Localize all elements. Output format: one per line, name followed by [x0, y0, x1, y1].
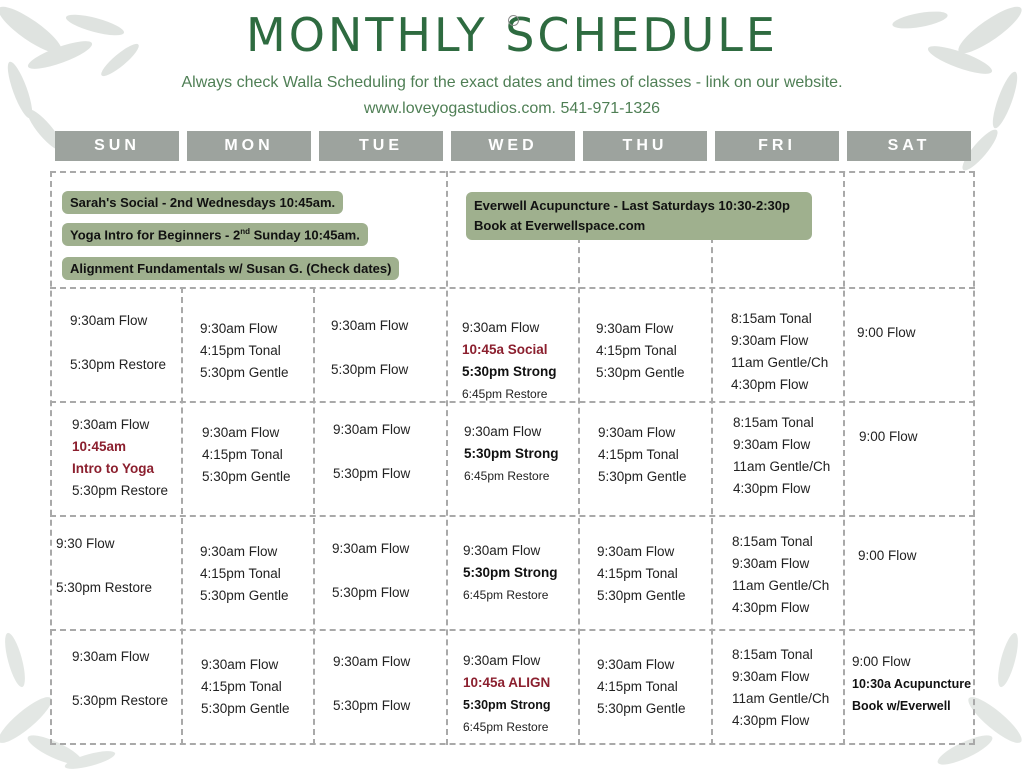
day-header-tue: TUE	[319, 131, 443, 161]
note-sarahs-social: Sarah's Social - 2nd Wednesdays 10:45am.	[62, 191, 343, 214]
week4-wed-cell: 9:30am Flow 10:45a ALIGN 5:30pm Strong 6:45pm Restore	[463, 653, 551, 734]
week2-sun-cell: 9:30am Flow 10:45am Intro to Yoga 5:30pm Restore	[72, 417, 169, 498]
week3-thu-cell: 9:30am Flow 4:15pm Tonal 5:30pm Gentle	[597, 544, 686, 603]
grid-col-divider	[578, 227, 580, 745]
title-ornament	[508, 15, 519, 26]
week4-thu-cell: 9:30am Flow 4:15pm Tonal 5:30pm Gentle	[597, 657, 686, 716]
note-yoga-intro: Yoga Intro for Beginners - 2nd Sunday 10:45am.	[62, 223, 368, 246]
week1-fri-cell: 8:15am Tonal 9:30am Flow 11am Gentle/Ch 4:30pm Flow	[731, 311, 829, 392]
day-header-fri: FRI	[715, 131, 839, 161]
week1-sun-cell: 9:30am Flow 5:30pm Restore	[70, 313, 167, 372]
week1-wed-cell: 9:30am Flow 10:45a Social 5:30pm Strong 6:45pm Restore	[462, 320, 557, 401]
grid-row-divider	[50, 629, 975, 631]
week1-sat-cell: 9:00 Flow	[857, 325, 916, 340]
week2-fri-cell: 8:15am Tonal 9:30am Flow 11am Gentle/Ch 4:30pm Flow	[733, 415, 831, 496]
week3-tue-cell: 9:30am Flow 5:30pm Flow	[332, 541, 410, 600]
grid-col-divider	[313, 287, 315, 745]
grid-col-divider	[711, 227, 713, 745]
week2-sat-cell: 9:00 Flow	[859, 429, 918, 444]
grid-col-divider	[181, 287, 183, 745]
week3-sat-cell: 9:00 Flow	[858, 548, 917, 563]
page-subtitle: Always check Walla Scheduling for the exact dates and times of classes - link on our website.	[181, 74, 843, 91]
day-header-thu: THU	[583, 131, 707, 161]
week3-wed-cell: 9:30am Flow 5:30pm Strong 6:45pm Restore	[463, 543, 558, 602]
contact-info: www.loveyogastudios.com. 541-971-1326	[363, 100, 661, 117]
week2-mon-cell: 9:30am Flow 4:15pm Tonal 5:30pm Gentle	[202, 425, 291, 484]
week1-thu-cell: 9:30am Flow 4:15pm Tonal 5:30pm Gentle	[596, 321, 685, 380]
grid-row-divider	[50, 287, 975, 289]
day-header-mon: MON	[187, 131, 311, 161]
week2-thu-cell: 9:30am Flow 4:15pm Tonal 5:30pm Gentle	[598, 425, 687, 484]
week4-fri-cell: 8:15am Tonal 9:30am Flow 11am Gentle/Ch 4:30pm Flow	[732, 647, 830, 728]
note-everwell-acupuncture: Everwell Acupuncture - Last Saturdays 10:30-2:30p Book at Everwellspace.com	[466, 192, 812, 240]
week3-fri-cell: 8:15am Tonal 9:30am Flow 11am Gentle/Ch 4:30pm Flow	[732, 534, 830, 615]
week3-sun-cell: 9:30 Flow 5:30pm Restore	[56, 536, 153, 595]
grid-row-divider	[50, 515, 975, 517]
day-header-sat: SAT	[847, 131, 971, 161]
week2-wed-cell: 9:30am Flow 5:30pm Strong 6:45pm Restore	[464, 424, 559, 483]
day-header-wed: WED	[451, 131, 575, 161]
week2-tue-cell: 9:30am Flow 5:30pm Flow	[333, 422, 411, 481]
week4-sun-cell: 9:30am Flow 5:30pm Restore	[72, 649, 169, 708]
grid-col-divider	[446, 171, 448, 745]
week3-mon-cell: 9:30am Flow 4:15pm Tonal 5:30pm Gentle	[200, 544, 289, 603]
grid-col-divider	[843, 171, 845, 745]
week4-tue-cell: 9:30am Flow 5:30pm Flow	[333, 654, 411, 713]
week4-mon-cell: 9:30am Flow 4:15pm Tonal 5:30pm Gentle	[201, 657, 290, 716]
week4-sat-cell: 9:00 Flow 10:30a Acupuncture Book w/Everwell	[852, 654, 972, 713]
note-alignment-fundamentals: Alignment Fundamentals w/ Susan G. (Check dates)	[62, 257, 399, 280]
day-header-sun: SUN	[55, 131, 179, 161]
page-title: MONTHLY SCHEDULE	[246, 8, 778, 62]
week1-mon-cell: 9:30am Flow 4:15pm Tonal 5:30pm Gentle	[200, 321, 289, 380]
week1-tue-cell: 9:30am Flow 5:30pm Flow	[331, 318, 409, 377]
